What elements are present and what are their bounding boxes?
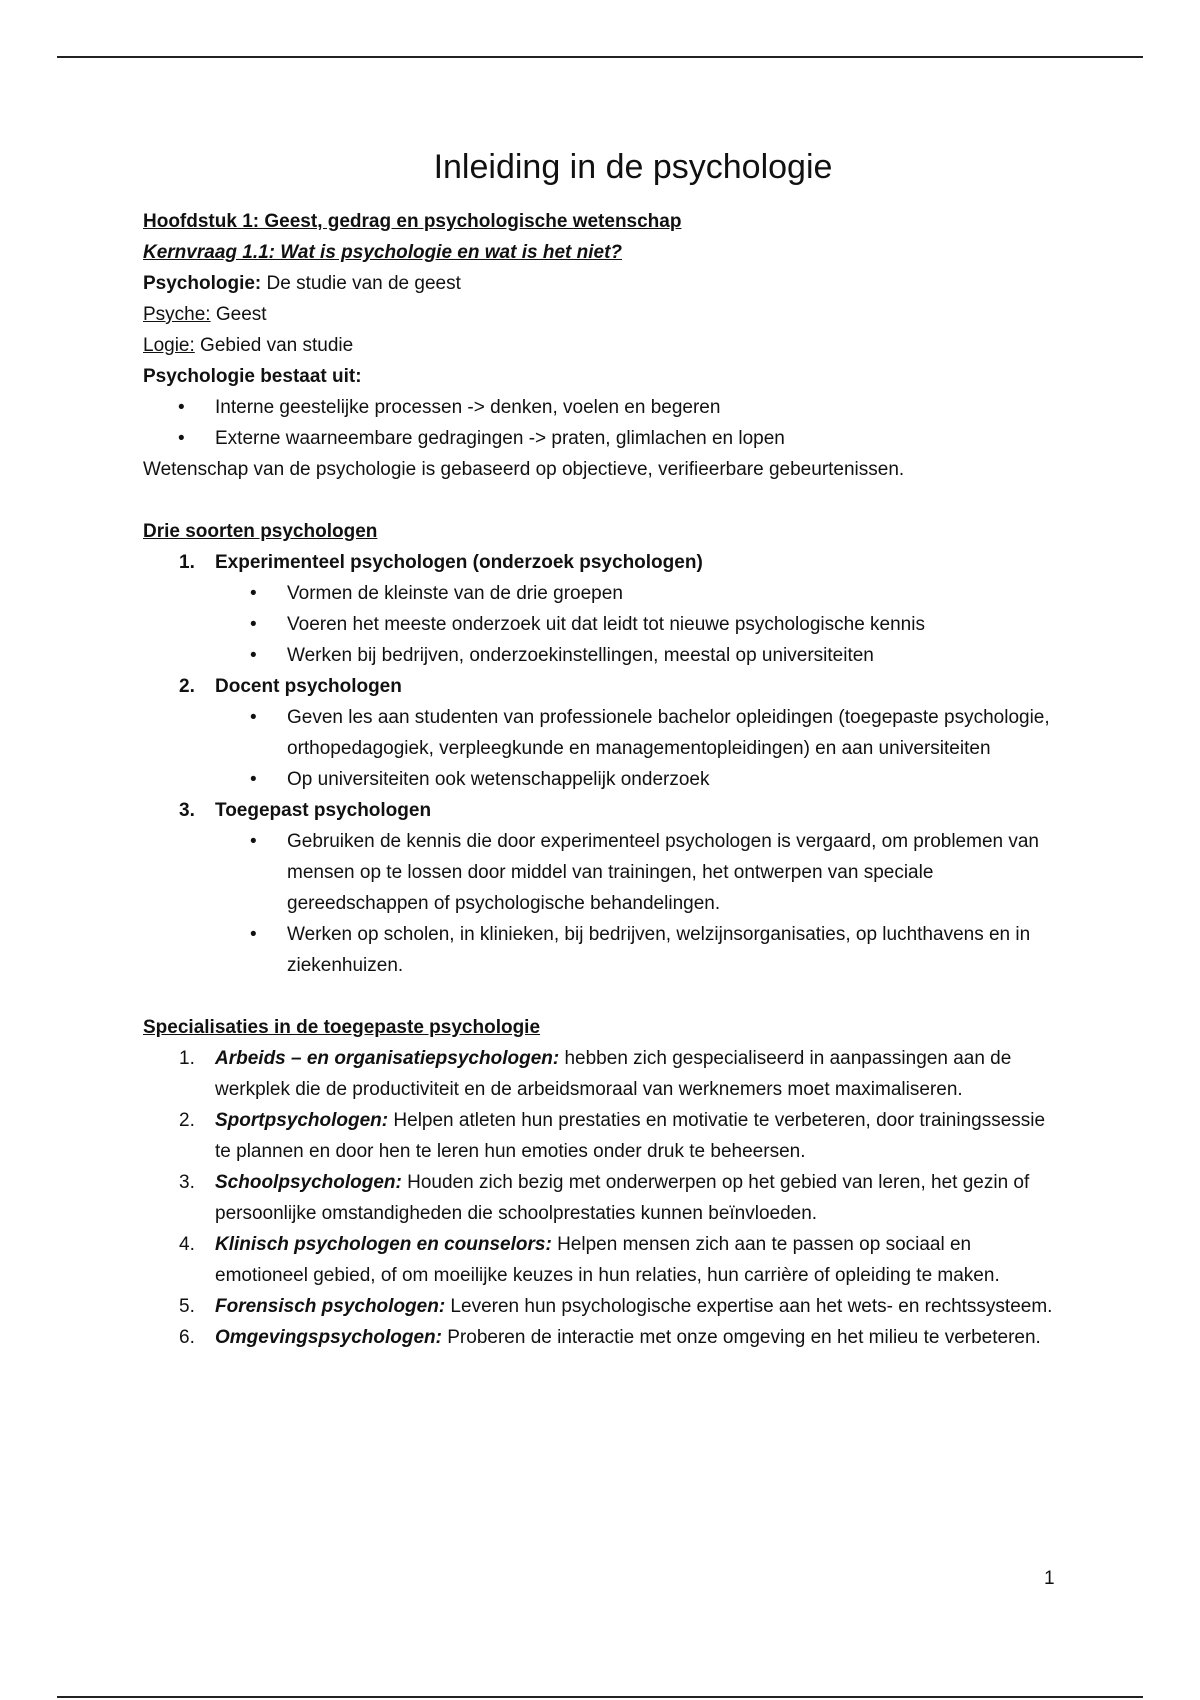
list-item: • Gebruiken de kennis die door experimenteel psychologen is vergaard, om problemen van mensen op te lossen door middel van trainingen, het ontwerpen van speciale gereedschappen of psychologische behandelingen.	[287, 826, 1063, 919]
header-rule	[57, 56, 1143, 58]
footer-rule	[57, 1696, 1143, 1698]
list-item: 5. Forensisch psychologen: Leveren hun psychologische expertise aan het wets- en rechtssysteem.	[179, 1296, 1053, 1317]
definition-psychologie: Psychologie: De studie van de geest	[143, 273, 461, 294]
list-item: 6. Omgevingspsychologen: Proberen de interactie met onze omgeving en het milieu te verbeteren.	[179, 1327, 1041, 1348]
page-number: 1	[1044, 1568, 1055, 1589]
core-question: Kernvraag 1.1: Wat is psychologie en wat is het niet?	[143, 242, 622, 263]
list-item: 1. Arbeids – en organisatiepsychologen: hebben zich gespecialiseerd in aanpassingen aan de werkplek die de productiviteit en de arbeidsmoraal van werknemers moet maximaliseren.	[179, 1048, 1012, 1100]
list-item: • Voeren het meeste onderzoek uit dat leidt tot nieuwe psychologische kennis	[287, 609, 1063, 640]
type-experimental: 1. Experimenteel psychologen (onderzoek psychologen) • Vormen de kleinste van de drie groepen • Voeren het meeste onderzoek uit dat leidt tot nieuwe psychologische kennis • Werken bij bedrijven, onderzoekinstellingen, meestal op universiteiten	[215, 547, 1063, 671]
page-title: Inleiding in de psychologie	[433, 148, 833, 186]
chapter-heading: Hoofdstuk 1: Geest, gedrag en psychologische wetenschap	[143, 211, 682, 232]
type-applied: 3. Toegepast psychologen • Gebruiken de kennis die door experimenteel psychologen is vergaard, om problemen van mensen op te lossen door middel van trainingen, het ontwerpen van speciale gereedschappen of psychologische behandelingen. • Werken op scholen, in klinieken, bij bedrijven, welzijnsorganisaties, op luchthavens en in ziekenhuizen.	[215, 795, 1063, 981]
specializations-list	[143, 1043, 1063, 1353]
list-item: • Op universiteiten ook wetenschappelijk onderzoek	[287, 764, 1063, 795]
list-item: • Interne geestelijke processen -> denken, voelen en begeren	[215, 392, 1063, 423]
list-item: • Externe waarneembare gedragingen -> praten, glimlachen en lopen	[215, 423, 1063, 454]
list-item: 2. Sportpsychologen: Helpen atleten hun prestaties en motivatie te verbeteren, door trainingssessie te plannen en door hen te leren hun emoties onder druk te beheersen.	[179, 1110, 1046, 1162]
three-types-heading: Drie soorten psychologen	[143, 521, 378, 542]
list-item: • Vormen de kleinste van de drie groepen	[287, 578, 1063, 609]
definition-psyche: Psyche: Geest	[143, 304, 267, 325]
list-item: 3. Schoolpsychologen: Houden zich bezig met onderwerpen op het gebied van leren, het gezin of persoonlijke omstandigheden die schoolprestaties kunnen beïnvloeden.	[179, 1172, 1030, 1224]
type-docent: 2. Docent psychologen • Geven les aan studenten van professionele bachelor opleidingen (toegepaste psychologie, orthopedagogiek, verpleegkunde en managementopleidingen) en aan universiteiten • Op universiteiten ook wetenschappelijk onderzoek	[215, 671, 1063, 795]
list-item: • Werken op scholen, in klinieken, bij bedrijven, welzijnsorganisaties, op luchthavens en in ziekenhuizen.	[287, 919, 1063, 981]
three-types-list	[143, 547, 1063, 981]
list-item: 4. Klinisch psychologen en counselors: Helpen mensen zich aan te passen op sociaal en emotioneel gebied, of om moeilijke keuzes in hun relaties, hun carrière of opleiding te maken.	[179, 1234, 1000, 1286]
consists-of-list	[143, 392, 1063, 454]
list-item: • Geven les aan studenten van professionele bachelor opleidingen (toegepaste psychologie, orthopedagogiek, verpleegkunde en managementopleidingen) en aan universiteiten	[287, 702, 1063, 764]
document-body	[143, 140, 1063, 1353]
specializations-heading: Specialisaties in de toegepaste psychologie	[143, 1017, 541, 1038]
definition-logie: Logie: Gebied van studie	[143, 335, 354, 356]
list-item: • Werken bij bedrijven, onderzoekinstellingen, meestal op universiteiten	[287, 640, 1063, 671]
science-statement: Wetenschap van de psychologie is gebaseerd op objectieve, verifieerbare gebeurtenissen.	[143, 459, 905, 480]
consists-of-label: Psychologie bestaat uit:	[143, 366, 362, 387]
